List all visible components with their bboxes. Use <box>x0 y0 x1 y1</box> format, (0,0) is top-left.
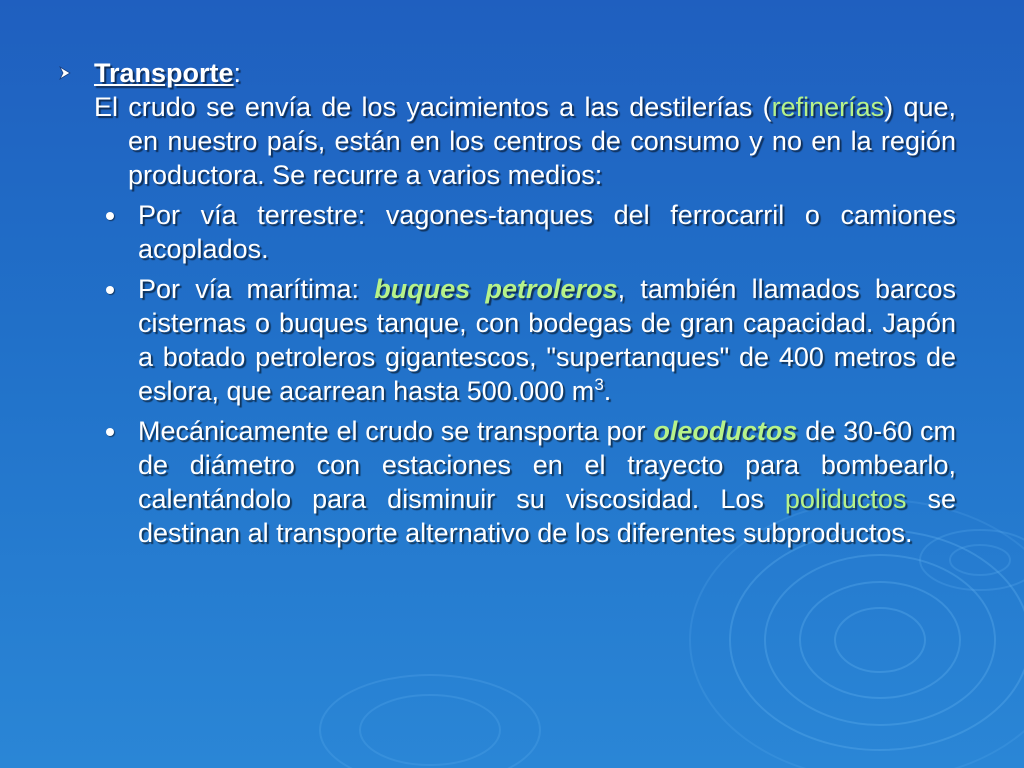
bullet-text-3: . <box>603 376 612 406</box>
bullet-dot-icon <box>106 212 114 220</box>
heading-suffix: : <box>233 58 242 88</box>
bullet-text-1: Por vía marítima: <box>138 274 375 304</box>
bullet-text-1: Mecánicamente el crudo se transporta por <box>138 416 654 446</box>
bullet-text: Por vía terrestre: vagones-tanques del ferrocarril o camiones acoplados. <box>138 200 956 264</box>
bullet-item-maritima <box>138 272 956 408</box>
intro-text-1: El crudo se envía de los yacimientos a las destilerías ( <box>94 92 772 122</box>
bullet-highlight: buques petroleros <box>374 274 618 304</box>
bullet-text-3: se destinan al transporte alternativo de los diferentes subproductos. <box>138 484 956 548</box>
superscript: 3 <box>594 375 604 394</box>
bullet-dot-icon <box>106 286 114 294</box>
bullet-text-2: , también llamados barcos cisternas o buques tanque, con bodegas de gran capacidad. Japón a botado petroleros gigantescos, "supertanques" de 400 metros de eslora, que acarrean hasta 500.000 m <box>138 274 956 406</box>
bullet-highlight: oleoductos <box>653 416 798 446</box>
bullet-dot-icon <box>106 428 114 436</box>
heading-title: Transporte <box>94 58 234 88</box>
slide-content <box>58 56 956 550</box>
bullet-item-terrestre <box>138 198 956 266</box>
arrow-right-icon <box>58 66 72 80</box>
intro-paragraph <box>94 90 956 192</box>
bullet-text-2: de 30-60 cm de diámetro con estaciones en el trayecto para bombearlo, calentándolo para disminuir su viscosidad. Los <box>138 416 957 514</box>
bullet-highlight-2: poliductos <box>784 484 907 514</box>
intro-highlight: refinerías <box>771 92 885 122</box>
section-heading <box>58 56 956 90</box>
intro-text-2: ) que, en nuestro país, están en los centros de consumo y no en la región productora. Se recurre a varios medios: <box>128 92 956 190</box>
bullet-item-oleoductos <box>138 414 956 550</box>
